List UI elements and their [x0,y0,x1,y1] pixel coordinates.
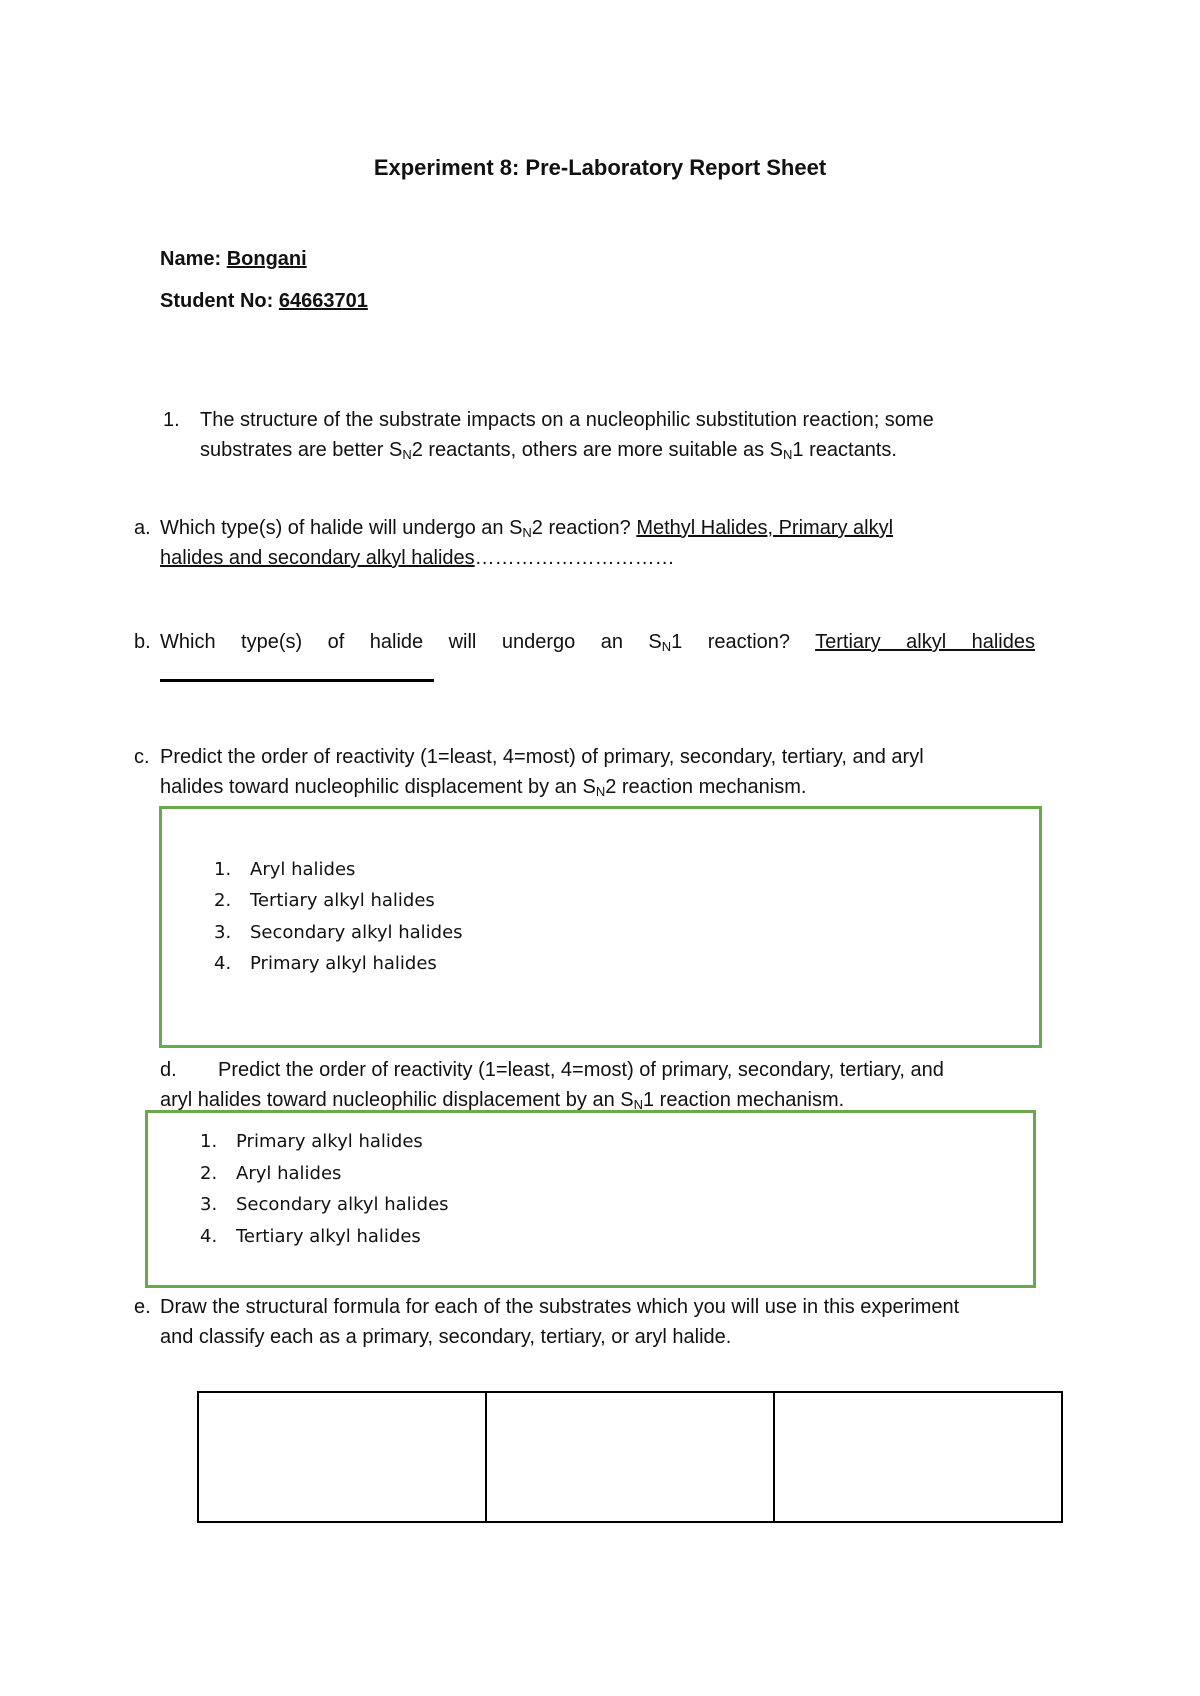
qa-line1: Which type(s) of halide will undergo an $S_N2$ reaction? Methyl Halides, Primary alkyl [160,517,894,540]
table-cell [774,1392,1062,1522]
student-number-field [160,290,368,313]
q1-line2: substrates are better $S_N2$ reactants, others are more suitable as $S_N1$ reactants. [200,439,897,462]
answer-box-d [145,1110,1036,1288]
qa-answer-part1: Methyl Halides, Primary alkyl [636,517,894,539]
qa-line2: halides and secondary alkyl halides………………………… [160,547,675,569]
list-item: 4. Tertiary alkyl halides [200,1226,421,1247]
question-1 [200,405,1030,465]
question-b: Which type(s) of halide will undergo an $S_N1$ reaction? Tertiary alkyl halides [160,631,1035,654]
list-item: 2. Tertiary alkyl halides [214,890,435,911]
qa-label: a. [134,517,151,539]
qc-label: c. [134,746,150,768]
list-item: 1. Primary alkyl halides [200,1131,423,1152]
structure-table [197,1391,1063,1523]
question-a [160,513,1040,573]
q1-number: 1. [163,409,180,431]
qe-line2: and classify each as a primary, secondary, tertiary, or aryl halide. [160,1326,732,1348]
page-title: Experiment 8: Pre-Laboratory Report Sheet [373,155,827,180]
name-value: Bongani [226,248,307,270]
table-cell [198,1392,486,1522]
qd-label: d. [160,1059,177,1081]
question-e [160,1292,1040,1352]
q1-line1: The structure of the substrate impacts on a nucleophilic substitution reaction; some [200,409,934,431]
answer-box-c [159,806,1042,1048]
list-item: 2. Aryl halides [200,1163,342,1184]
list-item: 4. Primary alkyl halides [214,953,437,974]
qc-line2: halides toward nucleophilic displacement by an $S_N2$ reaction mechanism. [160,776,807,799]
qe-label: e. [134,1296,151,1318]
name-field [160,248,307,271]
qe-line1: Draw the structural formula for each of the substrates which you will use in this experiment [160,1296,960,1318]
qd-line1: Predict the order of reactivity (1=least, 4=most) of primary, secondary, tertiary, and [218,1059,944,1081]
student-number-value: 64663701 [278,290,368,312]
question-c [160,742,1040,802]
answer-line [160,679,434,682]
qb-answer: Tertiary alkyl halides [815,631,1035,653]
student-number-label: Student No: [160,290,279,312]
question-d [160,1055,1040,1115]
qc-line1: Predict the order of reactivity (1=least, 4=most) of primary, secondary, tertiary, and aryl [160,746,924,768]
name-label: Name: [160,248,227,270]
list-item: 1. Aryl halides [214,859,356,880]
qd-line2: aryl halides toward nucleophilic displacement by an $S_N1$ reaction mechanism. [160,1089,845,1112]
list-item: 3. Secondary alkyl halides [200,1194,449,1215]
qb-label: b. [134,631,151,653]
list-item: 3. Secondary alkyl halides [214,922,463,943]
table-row [198,1392,1062,1522]
table-cell [486,1392,774,1522]
qa-answer-part2: halides and secondary alkyl halides [160,547,475,569]
